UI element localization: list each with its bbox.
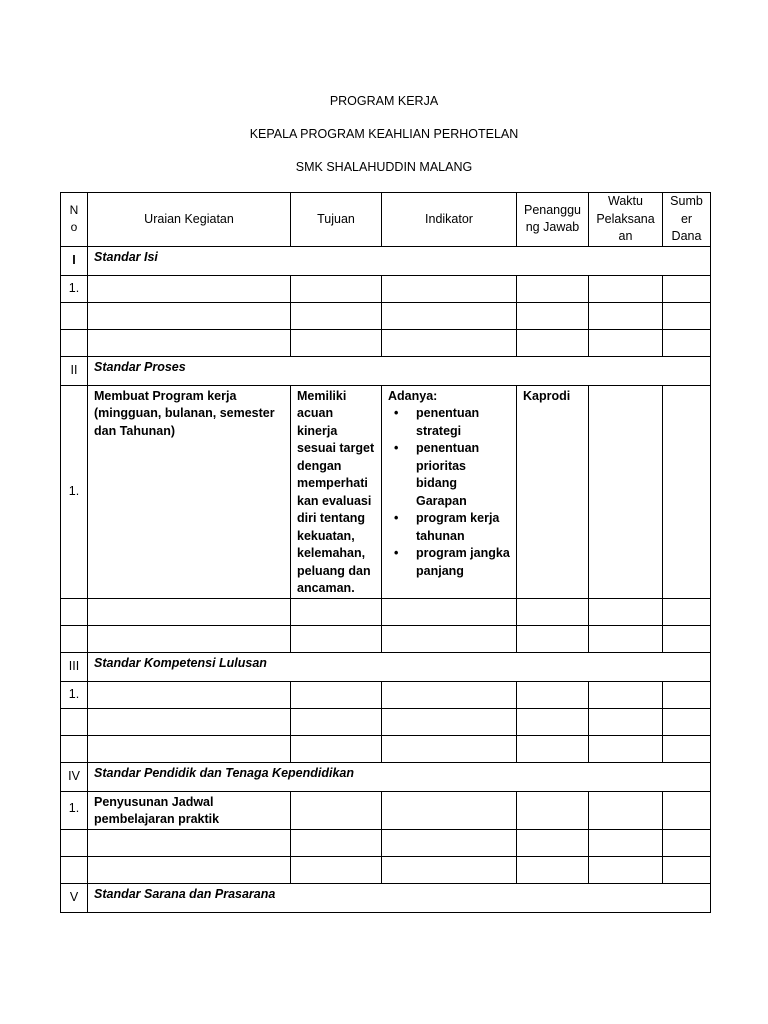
- table-row: [61, 791, 711, 829]
- header-sumber-dana: Sumb er Dana: [663, 193, 711, 247]
- row-number: 1.: [61, 385, 88, 598]
- document-title: PROGRAM KERJA: [329, 94, 439, 108]
- header-penanggung-jawab: Penanggu ng Jawab: [517, 193, 589, 247]
- header-tujuan: Tujuan: [291, 193, 382, 247]
- section-title: Standar Isi: [88, 246, 711, 275]
- section-number: IV: [61, 762, 88, 791]
- header-waktu-pelaksanaan: Waktu Pelaksana an: [589, 193, 663, 247]
- uraian-cell: Penyusunan Jadwal pembelajaran praktik: [88, 791, 291, 829]
- table-row: [61, 302, 711, 329]
- section-title: Standar Sarana dan Prasarana: [88, 883, 711, 912]
- table-row: [61, 856, 711, 883]
- list-item: • program jangka panjang: [394, 545, 510, 580]
- indikator-intro: Adanya:: [388, 388, 438, 403]
- section-number: V: [61, 883, 88, 912]
- table-row: [61, 708, 711, 735]
- section-title: Standar Proses: [88, 356, 711, 385]
- header-no: N o: [61, 193, 88, 247]
- document-subtitle: KEPALA PROGRAM KEAHLIAN PERHOTELAN: [249, 127, 519, 141]
- section-row: [61, 356, 711, 385]
- header-uraian: Uraian Kegiatan: [88, 193, 291, 247]
- table-row: [61, 735, 711, 762]
- table-row: [61, 385, 711, 598]
- table-row: [61, 275, 711, 302]
- table-header-row: [61, 193, 711, 247]
- penanggung-cell: Kaprodi: [517, 385, 589, 598]
- list-item: • penentuan prioritas bidang Garapan: [394, 440, 510, 510]
- section-row: [61, 883, 711, 912]
- list-item: • program kerja tahunan: [394, 510, 510, 545]
- list-item: • penentuan strategi: [394, 405, 510, 440]
- school-name: SMK SHALAHUDDIN MALANG: [295, 160, 473, 174]
- row-number: 1.: [61, 681, 88, 708]
- table-row: [61, 829, 711, 856]
- section-number: I: [61, 246, 88, 275]
- section-row: [61, 246, 711, 275]
- row-number: 1.: [61, 791, 88, 829]
- tujuan-cell: Memiliki acuan kinerja sesuai target dengan memperhati kan evaluasi diri tentang kekuatan, kelemahan, peluang dan ancaman.: [291, 385, 382, 598]
- section-title: Standar Kompetensi Lulusan: [88, 652, 711, 681]
- section-number: II: [61, 356, 88, 385]
- work-program-table: [60, 192, 711, 913]
- section-row: [61, 762, 711, 791]
- indikator-cell: [382, 385, 517, 598]
- table-row: [61, 598, 711, 625]
- table-row: [61, 681, 711, 708]
- header-indikator: Indikator: [382, 193, 517, 247]
- row-number: 1.: [61, 275, 88, 302]
- section-row: [61, 652, 711, 681]
- section-title: Standar Pendidik dan Tenaga Kependidikan: [88, 762, 711, 791]
- indikator-list: [388, 405, 510, 580]
- table-row: [61, 329, 711, 356]
- section-number: III: [61, 652, 88, 681]
- table-row: [61, 625, 711, 652]
- uraian-cell: Membuat Program kerja (mingguan, bulanan, semester dan Tahunan): [88, 385, 291, 598]
